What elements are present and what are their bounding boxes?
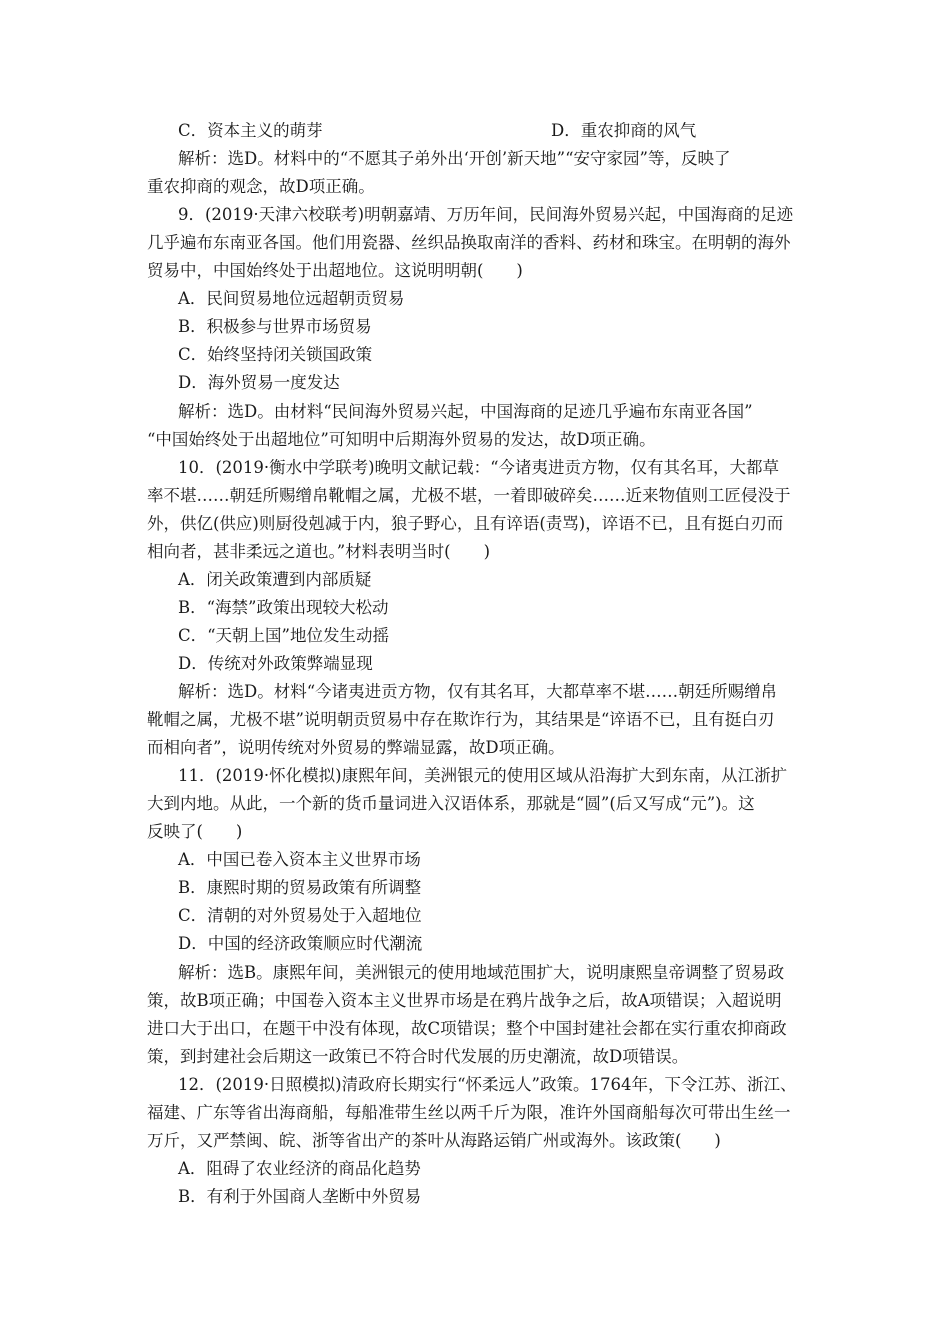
q8-analysis-line: 重农抑商的观念，故D项正确。	[147, 177, 375, 196]
q10-stem-line: 外，供亿(供应)则厨役剋减于内，狼子野心，且有谇语(责骂)，谇语不已，且有挺白刃而	[147, 514, 784, 533]
q11-option-b: B．康熙时期的贸易政策有所调整	[178, 878, 422, 897]
q9-option-a: A．民间贸易地位远超朝贡贸易	[178, 289, 405, 308]
q10-stem-line: 率不堪……朝廷所赐缯帛靴帽之属，尤极不堪，一着即破碎矣……近来物值则工匠侵没于	[147, 486, 791, 505]
q11-option-a: A．中国已卷入资本主义世界市场	[178, 850, 421, 869]
q9-stem-line: 几乎遍布东南亚各国。他们用瓷器、丝织品换取南洋的香料、药材和珠宝。在明朝的海外	[147, 233, 791, 252]
q10-option-b: B．“海禁”政策出现较大松动	[178, 598, 389, 617]
q11-analysis-line: 进口大于出口，在题干中没有体现，故C项错误；整个中国封建社会都在实行重农抑商政	[147, 1019, 787, 1038]
q9-option-d: D．海外贸易一度发达	[178, 373, 340, 392]
q10-analysis-line: 而相向者”，说明传统对外贸易的弊端显露，故D项正确。	[147, 738, 565, 757]
q10-stem-line: 相向者，甚非柔远之道也。”材料表明当时( )	[147, 542, 491, 561]
q8-option-c: C．资本主义的萌芽	[178, 121, 323, 140]
q12-stem-line: 12．(2019·日照模拟)清政府长期实行“怀柔远人”政策。1764年，下令江苏、浙江、	[178, 1075, 797, 1094]
q9-analysis-line: 解析：选D。由材料“民间海外贸易兴起，中国海商的足迹几乎遍布东南亚各国”	[178, 402, 753, 421]
q9-stem-line: 贸易中，中国始终处于出超地位。这说明明朝( )	[147, 261, 523, 280]
q11-option-d: D．中国的经济政策顺应时代潮流	[178, 934, 423, 953]
q10-stem-line: 10．(2019·衡水中学联考)晚明文献记载：“今诸夷进贡方物，仅有其名耳，大都草	[178, 458, 780, 477]
q11-stem-line: 反映了( )	[147, 822, 243, 841]
q10-option-a: A．闭关政策遭到内部质疑	[178, 570, 372, 589]
q9-option-b: B．积极参与世界市场贸易	[178, 317, 372, 336]
q9-option-c: C．始终坚持闭关锁国政策	[178, 345, 373, 364]
q8-analysis-line: 解析：选D。材料中的“不愿其子弟外出‘开创’新天地”“安守家园”等，反映了	[178, 149, 731, 168]
q11-analysis-line: 策，故B项正确；中国卷入资本主义世界市场是在鸦片战争之后，故A项错误；入超说明	[147, 991, 782, 1010]
q11-analysis-line: 解析：选B。康熙年间，美洲银元的使用地域范围扩大，说明康熙皇帝调整了贸易政	[178, 963, 785, 982]
q10-analysis-line: 靴帽之属，尤极不堪”说明朝贡贸易中存在欺诈行为，其结果是“谇语不已，且有挺白刃	[147, 710, 775, 729]
q8-option-d: D．重农抑商的风气	[551, 121, 697, 140]
q11-stem-line: 大到内地。从此，一个新的货币量词进入汉语体系，那就是“圆”(后又写成“元”)。这	[147, 794, 755, 813]
q12-stem-line: 万斤，又严禁闽、皖、浙等省出产的茶叶从海路运销广州或海外。该政策( )	[147, 1131, 721, 1150]
q10-analysis-line: 解析：选D。材料“今诸夷进贡方物，仅有其名耳，大都草率不堪……朝廷所赐缯帛	[178, 682, 778, 701]
q11-option-c: C．清朝的对外贸易处于入超地位	[178, 906, 422, 925]
q11-analysis-line: 策，到封建社会后期这一政策已不符合时代发展的历史潮流，故D项错误。	[147, 1047, 689, 1066]
q11-stem-line: 11．(2019·怀化模拟)康熙年间，美洲银元的使用区域从沿海扩大到东南，从江浙扩	[178, 766, 788, 785]
q9-stem-line: 9．(2019·天津六校联考)明朝嘉靖、万历年间，民间海外贸易兴起，中国海商的足迹	[178, 205, 794, 224]
q10-option-c: C．“天朝上国”地位发生动摇	[178, 626, 389, 645]
q12-option-a: A．阻碍了农业经济的商品化趋势	[178, 1159, 421, 1178]
q9-analysis-line: “中国始终处于出超地位”可知明中后期海外贸易的发达，故D项正确。	[147, 430, 656, 449]
q10-option-d: D．传统对外政策弊端显现	[178, 654, 373, 673]
q12-stem-line: 福建、广东等省出海商船，每船准带生丝以两千斤为限，准许外国商船每次可带出生丝一	[147, 1103, 791, 1122]
q12-option-b: B．有利于外国商人垄断中外贸易	[178, 1187, 422, 1206]
